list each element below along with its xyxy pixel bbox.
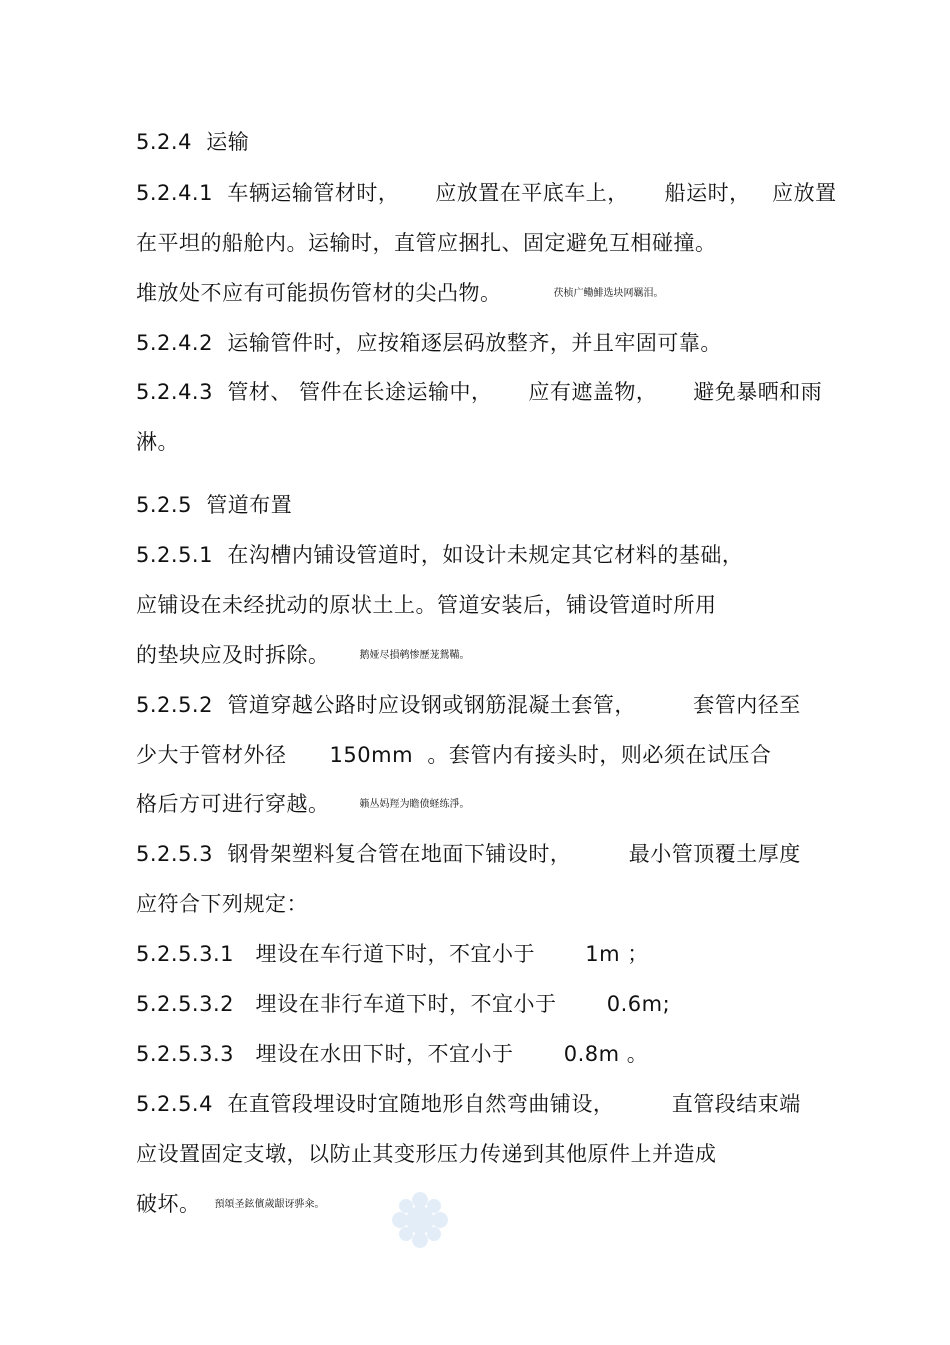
text-line: 5.2.4.1 车辆运输管材时， 应放置在平底车上， 船运时， 应放置 — [136, 181, 837, 205]
text-line: 5.2.5.3.2 埋设在非行车道下时，不宜小于 0.6m; — [136, 992, 671, 1016]
text-line: 5.2.5.3.3 埋设在水田下时，不宜小于 0.8m 。 — [136, 1042, 649, 1066]
text-line: 在平坦的船舱内。运输时，直管应捆扎、固定避免互相碰撞。 — [136, 231, 717, 255]
text-line: 5.2.5.2 管道穿越公路时应设钢或钢筋混凝土套管， 套管内径至 — [136, 693, 801, 717]
heading-5-2-5: 5.2.5 管道布置 — [136, 493, 293, 517]
text-line: 应设置固定支墩，以防止其变形压力传递到其他原件上并造成 — [136, 1142, 717, 1166]
heading-5-2-4: 5.2.4 运输 — [136, 130, 250, 154]
text-line: 5.2.4.3 管材、 管件在长途运输中， 应有遮盖物， 避免暴晒和雨 — [136, 380, 823, 404]
text-line: 5.2.5.3.1 埋设在车行道下时，不宜小于 1m ； — [136, 942, 649, 966]
text-line: 应符合下列规定： — [136, 892, 308, 916]
garbled-note: 鹅娅尽損鹌惨歷茏鴛鞴。 — [359, 650, 470, 661]
text-line-main: 破坏。 — [136, 1192, 201, 1216]
text-line — [136, 278, 664, 309]
garbled-note: 預頌圣鉉儐歲龈讶骅籴。 — [214, 1199, 325, 1210]
text-line: 应铺设在未经扰动的原状土上。管道安装后，铺设管道时所用 — [136, 593, 717, 617]
text-line-main: 格后方可进行穿越。 — [136, 792, 330, 816]
text-line: 5.2.5.3 钢骨架塑料复合管在地面下铺设时， 最小管顶覆土厚度 — [136, 842, 801, 866]
text-line: 5.2.5.4 在直管段埋设时宜随地形自然弯曲铺设， 直管段结束端 — [136, 1092, 801, 1116]
garbled-note: 籟丛妈羥为瞻偾蛏练淨。 — [359, 799, 470, 810]
text-line: 5.2.4.2 运输管件时，应按箱逐层码放整齐，并且牢固可靠。 — [136, 331, 722, 355]
text-line: 少大于管材外径 150mm 。套管内有接头时，则必须在试压合 — [136, 743, 772, 767]
watermark-logo-icon — [390, 1190, 450, 1250]
text-line — [136, 640, 470, 671]
text-line: 5.2.5.1 在沟槽内铺设管道时，如设计未规定其它材料的基础， — [136, 543, 744, 567]
text-line — [136, 1189, 325, 1220]
text-line-main: 堆放处不应有可能损伤管材的尖凸物。 — [136, 281, 502, 305]
text-line: 淋。 — [136, 430, 179, 454]
text-line-main: 的垫块应及时拆除。 — [136, 643, 330, 667]
garbled-note: 茯桢广鳓鯡选块网羈泪。 — [553, 288, 664, 299]
text-line — [136, 789, 470, 820]
